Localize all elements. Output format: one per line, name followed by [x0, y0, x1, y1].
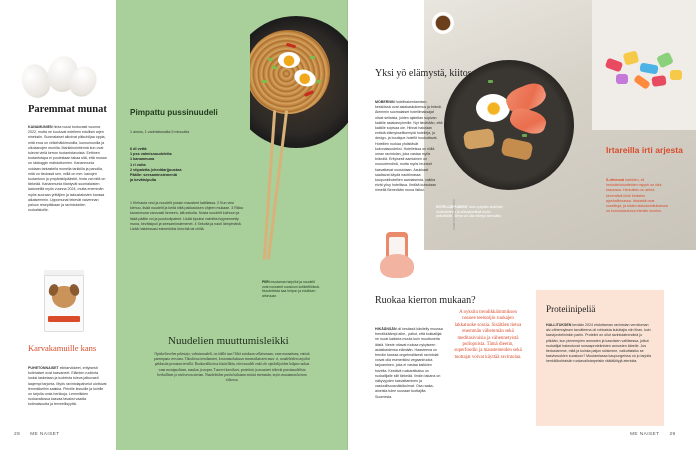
eggs-image — [18, 52, 100, 102]
karva-heading: Karvakamuille kans — [28, 343, 97, 353]
yksi-lead: MOBERNIN — [375, 100, 395, 104]
noodle-caption-text: muutaman tarjoilut ja nuudelit ovat nousseet suosioon kotikeittiöissä. Nuudeleista saa helpon ja edullisen arkiruuan. — [262, 280, 320, 298]
phone-hand-image — [378, 228, 416, 282]
ingredient-item: ja kevätsipulia — [130, 178, 156, 183]
yksi-heading: Yksi yö elämystä, kiitos — [375, 68, 472, 79]
ruoka-body — [375, 327, 443, 400]
noodle-caption-lead: PIIRI — [262, 280, 270, 284]
protein-heading: Proteiinipeliä — [546, 304, 596, 314]
munat-heading: Paremmat munat — [28, 104, 107, 115]
serves-info: 1 annos, 1 vadmistusaika 5 minuuttia — [130, 130, 190, 134]
ingredient-item: 1 kananmuna — [130, 157, 155, 162]
yksi-body — [375, 100, 443, 194]
protein-lead: HALLITUKSEN — [546, 323, 572, 327]
hotel-caption-lead: HOTELLIBRUNSSIT — [436, 205, 468, 209]
feature-body: Opiskelivoelen pelastaja, valmisnuudeli, on täällä taas! Sikä suinkaan sellaisenaan, vaan nuunattuna, entistä parempana versiona. Tiktokissa trendanneet, kostumuokattuun ennenaikaiseen muu- ri, nuudeleiden tarjoilut pakkasiin perutaan teesillä. Ruokavalikoissa käsitellään, ettei nuudeli enää ole opiskelijoiden halpaa ruokaa vaan monipuolinen, maukas ja nopea. Tuoreet kasvikset, proteiinit ja mausteet tekevät pussinuudelista herkullisen ja ravitsevan aterian. Nuudeleiden pariin halutaan entistä enemmän, myös muutaman kerran viikossa. — [154, 352, 310, 383]
protein-text: kevään 2024 ehdottaman ravintolan verottoman alv-vähennyksen tavoitteena oli rohkaista kuluttajia niin lihan, kuin kasviproteiininkin pariin. Proteiini on ollut ravintolatrendinä jo pitkään, kun pienempien annosten ja kasvisten vallitsessa, jotkut ruokailijat hakeutuvat runsasproteiinisten annosten äärelle. Jos tiedostamme, mitä ja kuinka paljon söisimme, vaikuttaisiko se kasvisruokien suosioon? Muutamiassa kaupungeissa on jo tarjolla henkilökohtaisiin ruokavaliotarpeisiin räätälöityjä aterioita. — [546, 323, 652, 364]
karva-body — [28, 366, 107, 408]
right-page — [348, 0, 696, 450]
hotel-caption — [436, 205, 504, 219]
yksi-text: hotellirakentamisen keskiössä ovat asiakaskokemus ja brändi. Aiemmin suomalaiset hotellimaksajat olivat sellaisia, joiden ajatellan sopivan kaikille asiakasryhmille. Nyt tiedetään, että kaikille sopivaa ole. Hinnat halutaan entistä elämyksellisempiä hotelleja, ja design- ja boutique-hotellit houkuttavat. Hotellien ruokaa yhdistävät kokonaisuudeksi. Hotelleissa on niillä oman ravintolan, joka vastaa myös brändiä. Erityisesti aamiainen on nousutrendinä, mutta myös brunssit kasvattavat suosiotaan. Asukkaat saattavat käydä nauttimassa kaupunkihotellien aamiaisesta, vaikka eivät yövy hotellissa. Ilmiötä kutsutaan nimellä Benedictin muna lisiksi. — [375, 100, 443, 193]
noodle-caption — [262, 280, 320, 298]
pull-quote: A nyksiin trendikkäimmiksen nousee teemoijin ruokajen lakkatuoke sossia. Sisältäen tietoa enemmän vähemmän sekä meditasivuisia ja vähennetyistä pullopuista. Tämä dieetin, superfoodin ja maustemeiden sekä tuottajat voivat käyttää ravintolaa. — [454, 310, 522, 360]
ingredient-item: 6 dl vettä — [130, 147, 147, 151]
magazine-name-left: ME NAISET — [30, 432, 60, 437]
ingredient-item: Päälle: seesaminsiemeniä — [130, 173, 177, 178]
hotel-caption-text: ovat nykyään kuitenkin houkuttelevia ja elämyksellisiä myös paikallisille. Ateria voi olla elämys itsessään. — [436, 205, 504, 219]
ruoka-lead: HIKÄÄNSÄN — [375, 327, 397, 331]
photo-credit: KUVA SHUTTERSTOCK — [452, 199, 456, 230]
karva-text: elintarvikkeet, erityisesti kotimaiset ovat kasvaneet. Eläinten ruokinta luoksi lasketaan ja tuoteista tuleva jatkuvasti laajempi tarjonta. Myös ravintolapalvelut ulottuvat lemmikkeihin saakka. Pienille kissoille ja koirille on tarjolla omia herkkuja. Lemmikkien ruokavaliossa kasvaa tavaksi vaadia kotimaisuutta ja terveellisyyttä. — [28, 366, 107, 407]
recipe-steps: 1 Kiehauta vesi ja nuudelit pussin mausteet kattilassa. 2 Kun vesi kiehuu, lisää nuudelit ja keitä niitä pakkauksen ohjeen mukaan. 3 Rikko kananmuna varovasti liemeen, älä sekoita. Nosta nuudelit kulhoon ja lisää päälle voi ja juustoviipaleet. Lisää lopuksi valmiiksi kypsennetty muna, kevätsipuli ja seesaminsiemenet. 4 Sekoita ja nauti lämpimänä. Lisää halutessasi esimerkiksi kimchiä tai chiliä. — [130, 201, 244, 232]
munat-text: hinta nousi tuntuvasti vuonna 2022, mutta ne kuuluvat edelleen edullisin arjen eineksiin. Suomalaiset alkoivat pikkuhiljaa oppia, mitä eroa on virikehäkkimunilla, luomumunilla ja ulkokanojen munilla. Markkinointiennä kun ovat tulevat vielä kerron tuotantotavoista. Eettinen tuotantotapa ei puolestaan takaa sitä, että munan on skidoggin mahdottomien. Kananmunia voidaan tarkastella monella tarkkilla ja panoilla, mitä on tiedossä sen, millä on mm. kanojen tuotantoon ja ympäristöpäästöt, hinta vai mitä on tärkeää. Kananmunia tilantyvät suomalaisten laatuneillä myös vuonna 2024, mutta enemmän myös suoraan yrittäjien ja taloustalosten kanssa aikaisemmin. Uppomunat tekevät vaivennan paluun reseptikkaan ja ravintoloiden ruokalistoille. — [28, 125, 107, 213]
irtarella-lead: S-drivessä — [606, 178, 625, 182]
irtarella-heading: Irtareilla irti arjesta — [606, 145, 683, 155]
ruoka-heading: Ruokaa kierron mukaan? — [375, 295, 476, 306]
feature-heading: Nuudelien muuttumisleikki — [168, 335, 289, 347]
page-number-left: 28 — [14, 432, 21, 437]
folio-left — [14, 432, 70, 437]
candy-image — [592, 0, 696, 130]
ingredient-item: 2 viipaletta (cheddar)juustoa — [130, 167, 182, 172]
ingredient-list — [130, 147, 244, 183]
irtarella-text: karkkien, eli herkuttelutuotteiden myynti on ollut kasvussa. Herkuttelu on arkea keventävä ilmiö ihmisten ajanhallinnassa. Irtokarkit ovat suosittuja, ja niiden laskutoimituksessa on kunnostautunut etenkin nuoriso. — [606, 178, 668, 214]
munat-lead: KANAMUNIEN — [28, 125, 53, 129]
ingredient-item: 1 pss valmisnuudeleita — [130, 152, 172, 157]
pet-food-bag-image — [44, 270, 84, 332]
noodle-bowl-image — [250, 0, 348, 302]
ingredient-item: 1 rl voita — [130, 162, 146, 167]
ruoka-text: oli kesässä käsitelly muussa trendikkäämpi aihe,. patiot, että kokkailijat ne ruoat kaikkea muuta kuin muuttuneita iäisiä. Neste ottavat ruokaa nykyiseen asiakkaidensa elämään. Haasteena on trendin kanssa ongelmallisesti ravintolat voivat olla esimerkiksi vegaaniruoka tarjoaminen, joka ei vastaa kaikkien toiveita. Kestävä ruokaratkaisu on ruokailijalle silti tärkeää. Ilmiön takana on näkyvyyden kasvattaminen ja vastuullisuusnäkökulmat. Osa raaka-aineista tulee suoraan tuottajilta Suomesta. — [375, 327, 443, 399]
magazine-name-right: ME NAISET — [630, 432, 660, 437]
munat-body — [28, 125, 107, 213]
irtarella-body — [606, 178, 670, 214]
folio-right — [620, 432, 676, 437]
protein-body — [546, 323, 654, 365]
pimpattu-heading: Pimpattu pussinuudeli — [130, 108, 218, 117]
page-number-right: 29 — [669, 432, 676, 437]
karva-lead: PUHETONNAISET — [28, 366, 59, 370]
